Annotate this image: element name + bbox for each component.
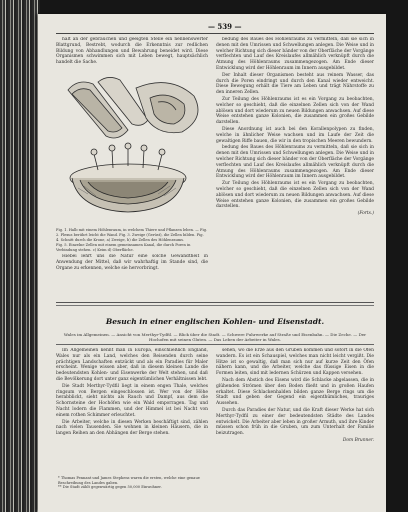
book-page	[38, 14, 386, 512]
anatomy-figure	[58, 70, 208, 220]
footnote: ** Die Stadt zählt gegenwärtig gegen 50,000 Einwohner.	[58, 485, 162, 490]
bottom-right-column	[216, 348, 374, 508]
article-title: Besuch in einer englischen Kohlen- und Eisenstadt.	[105, 317, 325, 326]
paragraph: bedung des Baues des Höhlenraums zu vermitteln, daß sie sich in denen mit den Umrissen und Schwellungen anlegen. Die Weise und in welcher Richtung sich dieser bänder von der Oberfläche der Vorgänge verflechten und Lauf des Kreislaufes allmählich verknüpft durch die Atmung des Höhlenraums zusammengezogen. Am Ende dieser Entwicklung wird der Höhlenraum im Innern ausgebildet.	[216, 145, 374, 180]
section-divider	[56, 302, 374, 303]
paragraph: halt an der gebräuchen und geeigten Stelle ein nennenswerter Blattgrund, Bestrebt, wodurch die Erkenntnis zur redlichen Bildung von Abhandlungen und Bewahrung beneidet wird. Diese Organismen schwimmen sich mit Leben bewegt, hauptsächlich handelt die Sache.	[56, 37, 208, 66]
paragraph: Diese Anordnung ist auch bei den Korallenpolypen zu finden, welche in ähnlicher Weise wachsen und im Laufe der Zeit die gewaltigen Riffe bauen, die wir in den tropischen Meeren bewundern.	[216, 126, 374, 144]
book-edge-background	[0, 0, 40, 512]
figure-caption	[56, 228, 208, 253]
paragraph: Im Allgemeinen kennt man in Europa, einschließlich England, Wales nur als ein Land, welches den Reisenden durch seine prächtigen Landschaften entzückt und als ein Paradies für Maler erscheint. Wenige wissen aber, daß in diesem kleinen Lande die bedeutendsten Kohlen- und Eisenwerke der Welt stehen, und daß die Bevölkerung dort unter ganz eigentümlichen Verhältnissen lebt.	[56, 348, 208, 382]
caption-line: Fig. 1. Halb mit einem Höhlenraum, in welchem Thiere und Pflanzen leben. — Fig. 2. Plexus berührt leicht die Wand. Fig. 3. Zweige (Gerüst), die Zellen bilden. Fig. 4. Schnitt durch die Krone, a) Zweige, b) die Zellen des Höhlenraums.	[56, 228, 208, 242]
top-right-column	[216, 37, 374, 299]
paragraph: Hiebei lehrt uns die Natur eine solche Gewandtheit in Anwendung der Mittel, daß wir wahrhaftig im Stande sind, die Organe zu erkennen, welche sie hervorbringt.	[56, 254, 208, 271]
top-left-column	[56, 37, 208, 69]
paragraph: Nach dem Abstich des Eisens wird die Schlacke abgelassen, die in glühenden Strömen über den Boden fließt und in großen Haufen erkaltet. Diese Schlackenhalden bilden ganze Berge rings um die Stadt und geben der Gegend ein eigenthümliches, trauriges Aussehen.	[216, 377, 374, 407]
bottom-left-column	[56, 348, 208, 474]
footnote: * Thomas Pennant und James Stephens waren die ersten, welche eine genaue Beschreibung des Landes gaben.	[58, 476, 200, 485]
top-left-column-lower	[56, 254, 208, 298]
paragraph: Der Inhalt dieser Organismen besteht aus reinem Wasser, das durch die Poren eindringt und durch den Kanal wieder entweicht. Diese Bewegung erhält die Tiere am Leben und trägt Nährstoffe zu den inneren Zellen.	[216, 72, 374, 96]
footnotes	[58, 476, 208, 490]
article-subtitle: Wales im Allgemeinen. — Ansicht von Merthyr-Tydfil. — Blick über die Stadt. — Schwere Fuhrwerke auf Straße und Eisenbahn. — Die Zeche. — Der Hochofen mit seinen Gluten. — Das Leben der Arbeiter in Wales.	[63, 332, 367, 343]
page-number: — 539 —	[208, 22, 242, 31]
paragraph: Durch das Paradies der Natur, und die Kraft dieser Werke hat sich Merthyr-Tydfil zu einer der bedeutendsten Städte des Landes entwickelt. Die Arbeiter aber leben in großer Armuth, und ihre Kinder müssen schon früh in die Gruben, um zum Unterhalt der Familie beizutragen.	[216, 407, 374, 437]
paragraph: sehen, wo die Erze aus den Gruben kommen und sofort in die Öfen wandern. Es ist ein Schauspiel, welches man nicht leicht vergißt. Die Hitze ist so gewaltig, daß man sich nur auf kurze Zeit den Öfen nähern kann, und die Arbeiter, welche das flüssige Eisen in die Formen leiten, sind mit ledernen Schürzen und Kappen versehen.	[216, 348, 374, 377]
paragraph: Die Stadt Merthyr-Tydfil liegt in einem engen Thale, welches ringsum von Bergen eingeschlossen ist. Wer von der Höhe herabblickt, sieht nichts als Rauch und Dampf, aus dem die Schornsteine der Hochöfen wie ein Wald emporragen. Tag und Nacht lodern die Flammen, und der Himmel ist bei Nacht von einem rothen Schimmer erleuchtet.	[56, 383, 208, 418]
paragraph: bedung des Baues des Höhlenraums zu vermitteln, daß sie sich in denen mit den Umrissen und Schwellungen anlegen. Die Weise und in welcher Richtung sich dieser bänder von der Oberfläche der Vorgänge verflechten und Lauf des Kreislaufes allmählich verknüpft durch die Atmung des Höhlenraums zusammengezogen. Am Ende dieser Entwicklung wird der Höhlenraum im Innern ausgebildet.	[216, 37, 374, 71]
author-signature: Dom Brunner.	[342, 437, 374, 443]
paragraph: Zur Teilung des Höhlenraums ist es ein Vorgang zu beobachten, welcher so geschieht, daß die einzelnen Zellen sich von der Wand ablösen und dort wiederum zu neuen Bildungen anwachsen. Auf diese Weise entstehen ganze Kolonien, die zusammen ein großes Gebilde darstellen.	[216, 181, 374, 210]
paragraph: Zur Teilung des Höhlenraums ist es ein Vorgang zu beobachten, welcher so geschieht, daß die einzelnen Zellen sich von der Wand ablösen und dort wiederum zu neuen Bildungen anwachsen. Auf diese Weise entstehen ganze Kolonien, die zusammen ein großes Gebilde darstellen.	[216, 96, 374, 126]
paragraph: Die Arbeiter, welche in diesen Werken beschäftigt sind, zählen nach vielen Tausenden. Sie wohnen in kleinen Häusern, die in langen Reihen an den Abhängen der Berge stehen.	[56, 419, 208, 437]
section-divider-thin	[56, 305, 374, 306]
caption-line: Fig. 5. Einzelne Zellen mit einem gemeinsamen Kanal, die durch Poren in Verbindung stehen. c) Keim d) Oberfläche.	[56, 243, 191, 252]
continuation-mark: (Forts.)	[357, 211, 374, 217]
header-rule	[56, 33, 374, 34]
subtitle-rule	[56, 344, 374, 345]
